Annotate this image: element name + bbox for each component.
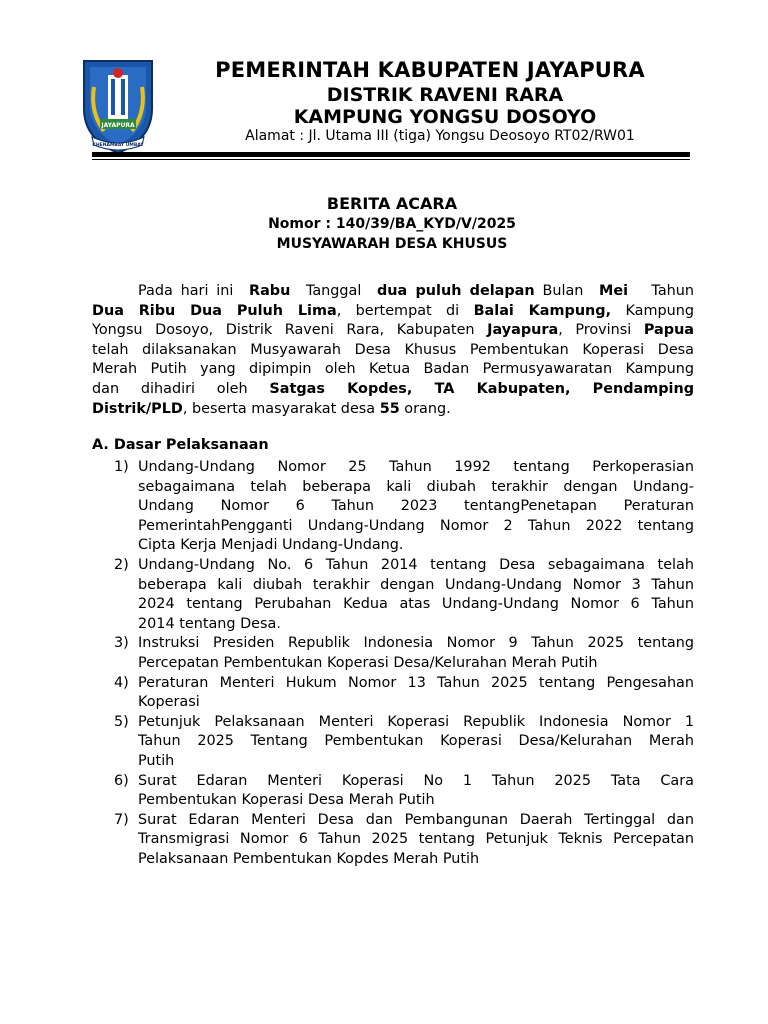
list-item: 4) Peraturan Menteri Hukum Nomor 13 Tahun 2025 tentang Pengesahan Koperasi xyxy=(114,674,694,711)
opening-line-5: Merah Putih yang dipimpin oleh Ketua Badan Permusyawaratan Kampung xyxy=(92,361,694,378)
opening-line-4: telah dilaksanakan Musyawarah Desa Khusus Pembentukan Koperasi Desa xyxy=(92,341,694,358)
item-number: 2) xyxy=(114,556,129,573)
item-number: 6) xyxy=(114,772,129,789)
jayapura-regency-emblem xyxy=(80,57,156,155)
opening-paragraph xyxy=(92,282,694,419)
letterhead-rule-thin xyxy=(92,159,690,160)
section-a-heading: A. Dasar Pelaksanaan xyxy=(92,437,269,453)
emblem-motto: KHENAMBAY UMBAY xyxy=(92,143,144,148)
document-subject: MUSYAWARAH DESA KHUSUS xyxy=(276,236,508,252)
letterhead-rule-thick xyxy=(92,152,690,157)
address-line: Alamat : Jl. Utama III (tiga) Yongsu Deosoyo RT02/RW01 xyxy=(245,128,635,144)
opening-line-1: Pada hari ini Rabu Tanggal dua puluh delapan Bulan Mei Tahun xyxy=(138,283,695,299)
list-item: 7) Surat Edaran Menteri Desa dan Pembangunan Daerah Tertinggal dan Transmigrasi Nomor 6 Tahun 2025 tentang Petunjuk Teknis Percepatan Pelaksanaan Pembentukan Kopdes Merah Putih xyxy=(114,811,694,867)
item-number: 3) xyxy=(114,635,129,652)
list-item: 3) Instruksi Presiden Republik Indonesia Nomor 9 Tahun 2025 tentang Percepatan Pembentukan Koperasi Desa/Kelurahan Merah Putih xyxy=(114,635,694,671)
opening-line-3: Yongsu Dosoyo, Distrik Raveni Rara, Kabupaten Jayapura, Provinsi Papua xyxy=(92,322,695,339)
item-number: 5) xyxy=(114,713,129,730)
opening-line-6: dan dihadiri oleh Satgas Kopdes, TA Kabupaten, Pendamping xyxy=(92,380,694,397)
village-title: KAMPUNG YONGSU DOSOYO xyxy=(293,106,597,128)
list-item: 6) Surat Edaran Menteri Koperasi No 1 Tahun 2025 Tata Cara Pembentukan Koperasi Desa Merah Putih xyxy=(114,772,694,809)
document-number: Nomor : 140/39/BA_KYD/V/2025 xyxy=(268,216,516,232)
item-number: 1) xyxy=(114,459,129,475)
opening-line-7: Distrik/PLD, beserta masyarakat desa 55 orang. xyxy=(92,400,451,417)
list-item: 1) Undang-Undang Nomor 25 Tahun 1992 tentang Perkoperasian sebagaimana telah beberapa kali diubah terakhir dengan Undang- Undang Nomor 6 Tahun 2023 tentangPenetapan Peraturan PemerintahPengganti Undang-Undang Nomor 2 Tahun 2022 tentang Cipta Kerja Menjadi Undang-Undang. xyxy=(114,459,694,554)
item-number: 4) xyxy=(114,674,129,691)
document-title: BERITA ACARA xyxy=(326,194,458,213)
opening-line-2: Dua Ribu Dua Puluh Lima, bertempat di Balai Kampung, Kampung xyxy=(92,302,694,319)
item-number: 7) xyxy=(114,811,129,828)
emblem-name: JAYAPURA xyxy=(101,122,135,129)
legal-basis-list xyxy=(92,458,694,869)
district-title: DISTRIK RAVENI RARA xyxy=(326,84,564,106)
list-item: 5) Petunjuk Pelaksanaan Menteri Koperasi Republik Indonesia Nomor 1 Tahun 2025 Tentang Pembentukan Koperasi Desa/Kelurahan Merah Putih xyxy=(114,713,694,769)
regency-title: PEMERINTAH KABUPATEN JAYAPURA xyxy=(215,58,645,82)
list-item: 2) Undang-Undang No. 6 Tahun 2014 tentang Desa sebagaimana telah beberapa kali diubah terakhir dengan Undang-Undang Nomor 3 Tahun 2024 tentang Perubahan Kedua atas Undang-Undang Nomor 6 Tahun 2014 tentang Desa. xyxy=(114,556,694,632)
